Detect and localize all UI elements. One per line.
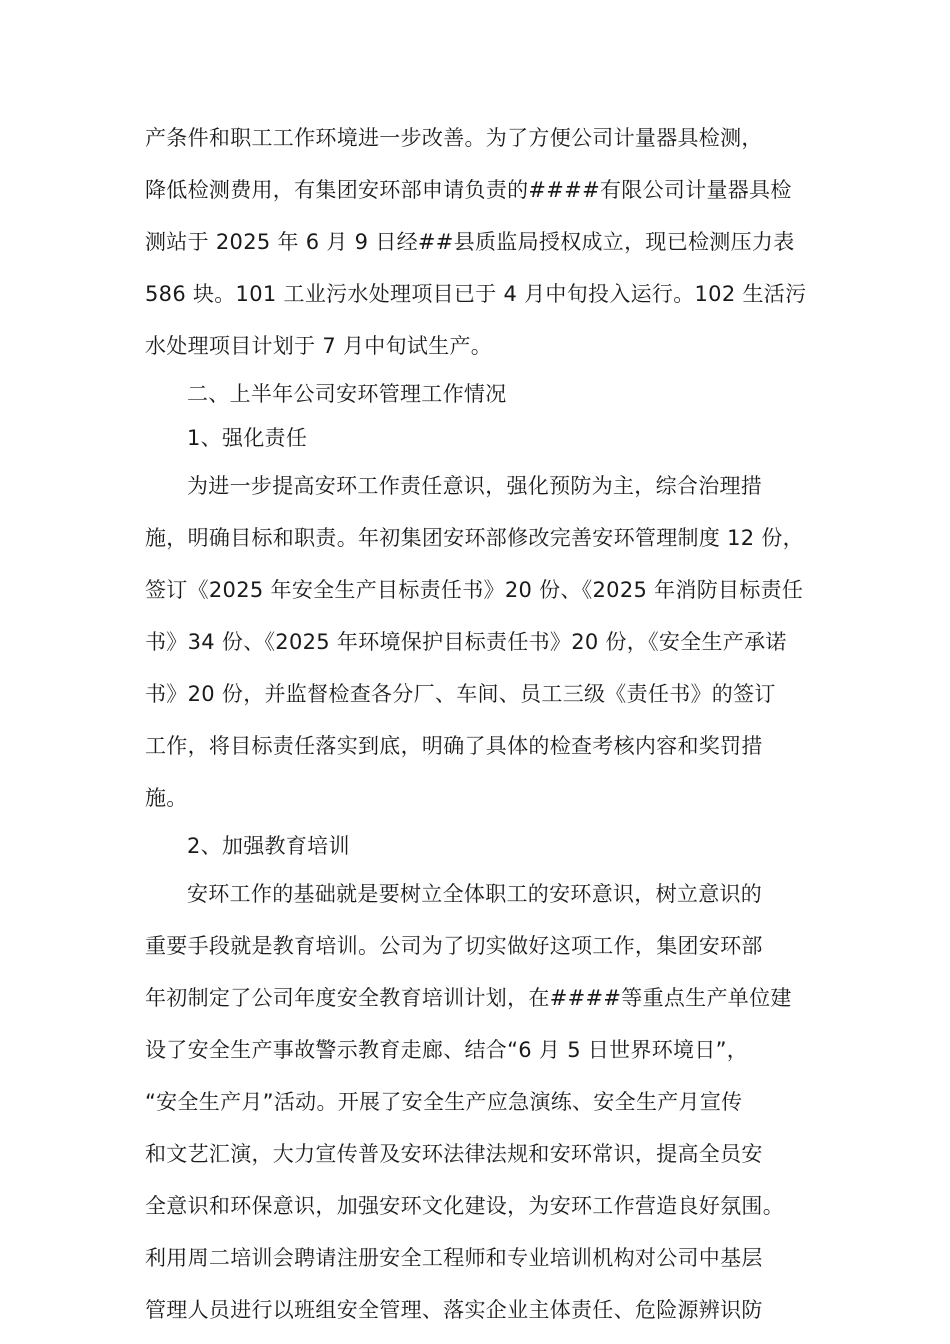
paragraph-line: “安全生产月”活动。开展了安全生产应急演练、安全生产月宣传 [145,1090,743,1114]
paragraph-line: 586 块。101 工业污水处理项目已于 4 月中旬投入运行。102 生活污 [145,282,807,306]
paragraph-line: 为进一步提高安环工作责任意识，强化预防为主，综合治理措 [187,474,763,498]
subsection-heading: 2、加强教育培训 [187,834,350,858]
paragraph-line: 年初制定了公司年度安全教育培训计划，在####等重点生产单位建 [145,986,792,1010]
paragraph-line: 签订《2025 年安全生产目标责任书》20 份、《2025 年消防目标责任 [145,578,804,602]
paragraph-line: 重要手段就是教育培训。公司为了切实做好这项工作，集团安环部 [145,934,763,958]
paragraph-line: 设了安全生产事故警示教育走廊、结合“6 月 5 日世界环境日”， [145,1038,749,1062]
section-heading: 二、上半年公司安环管理工作情况 [187,382,507,406]
document-body [145,112,825,1336]
paragraph-line: 书》20 份，并监督检查各分厂、车间、员工三级《责任书》的签订 [145,682,776,706]
subsection-heading: 1、强化责任 [187,426,308,450]
paragraph-line: 水处理项目计划于 7 月中旬试生产。 [145,334,493,358]
paragraph-line: 安环工作的基础就是要树立全体职工的安环意识，树立意识的 [187,882,763,906]
paragraph-line: 和文艺汇演，大力宣传普及安环法律法规和安环常识，提高全员安 [145,1142,763,1166]
paragraph-line: 测站于 2025 年 6 月 9 日经##县质监局授权成立，现已检测压力表 [145,230,795,254]
paragraph-line: 书》34 份、《2025 年环境保护目标责任书》20 份，《安全生产承诺 [145,630,787,654]
paragraph-line: 施。 [145,786,188,810]
paragraph-line: 降低检测费用，有集团安环部申请负责的####有限公司计量器具检 [145,178,792,202]
paragraph-line: 利用周二培训会聘请注册安全工程师和专业培训机构对公司中基层 [145,1246,763,1270]
paragraph-line: 全意识和环保意识，加强安环文化建设，为安环工作营造良好氛围。 [145,1194,784,1218]
paragraph-line: 工作，将目标责任落实到底，明确了具体的检查考核内容和奖罚措 [145,734,763,758]
paragraph-line: 施，明确目标和职责。年初集团安环部修改完善安环管理制度 12 份， [145,526,804,550]
paragraph-line: 管理人员进行以班组安全管理、落实企业主体责任、危险源辨识防 [145,1298,763,1322]
paragraph-line: 产条件和职工工作环境进一步改善。为了方便公司计量器具检测， [145,126,763,150]
